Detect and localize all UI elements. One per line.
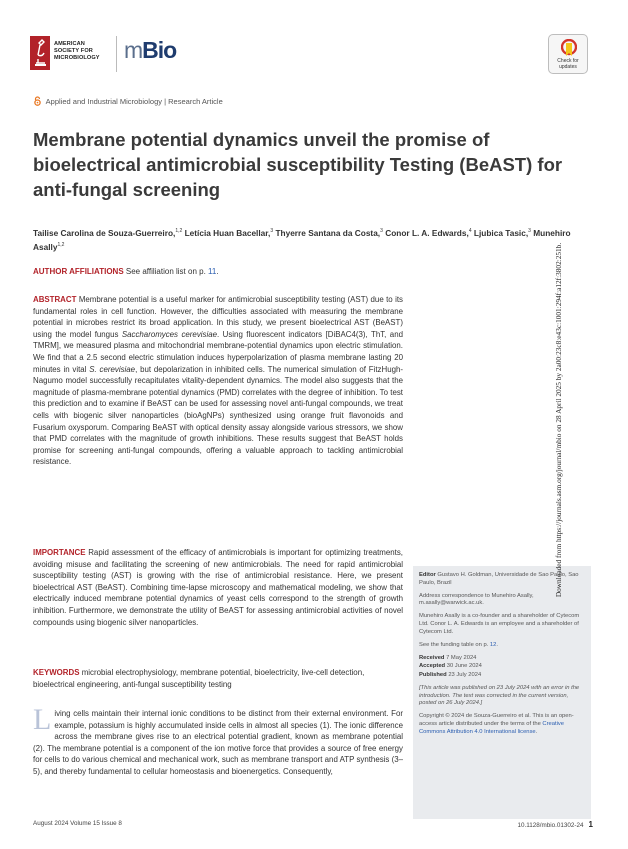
- publisher-line: SOCIETY FOR: [54, 48, 93, 55]
- received-value: 7 May 2024: [446, 654, 477, 661]
- importance: [33, 547, 403, 628]
- check-updates-line: updates: [559, 64, 577, 70]
- affiliations-page-link[interactable]: 11: [208, 267, 217, 276]
- published-value: 23 July 2024: [448, 671, 482, 678]
- publisher-line: AMERICAN: [54, 41, 85, 47]
- published-label: Published: [419, 671, 447, 678]
- author-name: Ljubica Tasic,: [471, 227, 529, 238]
- copyright-end: .: [535, 728, 538, 735]
- correspondence: Address correspondence to Munehiro Asally, m.asally@warwick.ac.uk.: [419, 592, 534, 607]
- author-name: Munehiro Asally: [33, 227, 571, 253]
- keywords-label: KEYWORDS: [33, 668, 80, 677]
- check-for-updates-label: [549, 58, 587, 70]
- article-category[interactable]: Applied and Industrial Microbiology: [45, 97, 162, 106]
- funding-page-link[interactable]: 12: [489, 641, 497, 648]
- accepted-value: 30 June 2024: [446, 663, 482, 670]
- abstract: [33, 294, 403, 468]
- author[interactable]: [182, 228, 273, 238]
- editor-label: Editor: [419, 572, 436, 578]
- author[interactable]: [472, 228, 531, 238]
- conflict-of-interest: Munehiro Asally is a co-founder and a shareholder of Cytecom Ltd. Conor L. A. Edwards is an employee and a shareholder of Cytecom Ltd.: [419, 613, 580, 635]
- author-name: Thyerre Santana da Costa,: [273, 227, 381, 238]
- article-title: Membrane potential dynamics unveil the promise of bioelectrical antimicrobial susceptibility Testing (BeAST) for anti-fungal screening: [33, 129, 563, 200]
- author[interactable]: [33, 228, 182, 238]
- category-separator: |: [164, 97, 167, 106]
- affiliations-end: .: [216, 267, 219, 276]
- license-link[interactable]: Creative Commons Attribution 4.0 International license: [419, 720, 564, 735]
- footer-issue: August 2024 Volume 15 Issue 8: [33, 820, 122, 827]
- article-category-line: [33, 96, 223, 106]
- article-type: Research Article: [168, 97, 223, 106]
- download-watermark: Downloaded from https://journals.asm.org/journal/mbio on 28 April 2025 by 2a00:23c8:e43c:1001:294f:a12f:3802:251b.: [554, 242, 563, 598]
- abstract-text: , but depolarization in inhibited cells. The numerical simulation of FitzHugh-Nagumo model successfully recapitulates vitality-dependent dynamics. The model also suggests that the magnitude of plasma-membrane potential dynamics (PMD) correlates with the degree of inhibition. To test this prediction and to examine if BeAST can be used for assessing novel anti-fungal compounds, we treat cells with biogenic silver nanoparticles (bioAgNPs) synthesized using orange fruit flavonoids and Fusarium oxysporum. Comparing BeAST with optical density assay alongside various stressors, we show that PMD correlates with the magnitude of growth inhibitions. These results suggest that BeAST holds promise for screening anti-fungal compounds, offering a valuable approach to tackling antimicrobial resistance.: [33, 364, 403, 467]
- author-affil-sup: 3: [380, 228, 383, 234]
- journal-logo: [124, 37, 176, 64]
- introduction-text: [33, 703, 403, 778]
- copyright: [419, 713, 585, 736]
- author-affil-sup: 3: [528, 228, 531, 234]
- author-affil-sup: 3: [270, 228, 274, 234]
- check-for-updates-button[interactable]: [548, 34, 588, 74]
- abstract-text: . Using fluorescent indicators [DiBAC4(3), ThT, and TMRM], we measured plasma and mitochondrial membrane-potential dynamics upon electric stimulation. We find that a 2.5 second electric stimulation induces hyperpolarization of plasma membrane lasting 20 minutes in vital: [33, 329, 403, 374]
- accepted-label: Accepted: [419, 663, 446, 670]
- author-affiliations: [33, 267, 219, 276]
- author[interactable]: [383, 228, 472, 238]
- abstract-text: Membrane potential is a useful marker for antimicrobial susceptibility testing (AST) due to its fundamental roles in cell function. However, the difficulties associated with measuring the membrane potential in microbes restrict its broad application. In this study, we present bioelectrical AST (BeAST) using the model fungus: [33, 295, 403, 339]
- asm-logo: [30, 36, 110, 72]
- page-number: 1: [588, 820, 593, 829]
- funding-text: See the funding table on p.: [419, 641, 489, 648]
- journal-logo-m: m: [124, 37, 143, 63]
- funding-end: .: [496, 641, 498, 648]
- published-date: [419, 672, 585, 680]
- author-affil-sup: 4: [468, 228, 472, 234]
- author[interactable]: [273, 228, 383, 238]
- affiliations-label: AUTHOR AFFILIATIONS: [33, 267, 124, 276]
- publisher-line: MICROBIOLOGY: [54, 55, 100, 62]
- importance-label: IMPORTANCE: [33, 548, 86, 557]
- author-name: Conor L. A. Edwards,: [382, 227, 469, 238]
- keywords: [33, 667, 403, 690]
- open-access-icon: [33, 96, 42, 106]
- copyright-text: Copyright © 2024 de Souza-Guerreiro et al. This is an open-access article distributed under the terms of the: [419, 713, 574, 727]
- abstract-label: ABSTRACT: [33, 295, 77, 304]
- check-updates-line: Check for: [557, 58, 579, 64]
- publisher-name: [54, 41, 100, 63]
- footer-right: [517, 820, 593, 829]
- author-affil-sup: 1,2: [175, 228, 183, 234]
- check-for-updates-icon: [561, 39, 577, 57]
- body-paragraph: iving cells maintain their internal ionic conditions to be distinct from their external environment. For example, potassium is highly accumulated inside cells in almost all species (1). The ionic difference across the membrane gives rise to an electrical potential gradient, known as membrane potential (2). The membrane potential is a component of the ion motive force that provides a source of free energy for cells to do various chemical and mechanical work, such as membrane transport and ATP synthesis (3–5), and thereby fundamental to cellular homeostasis and bioenergetics. Consequently,: [33, 709, 403, 776]
- header-divider: [116, 36, 117, 72]
- author-name: Letícia Huan Bacellar,: [182, 227, 271, 238]
- journal-logo-rest: Bio: [142, 37, 177, 63]
- received-label: Received: [419, 654, 445, 661]
- keywords-text: microbial electrophysiology, membrane potential, bioelectricity, live-cell detection, bioelectrical engineering, anti-fungal susceptibility testing: [33, 668, 365, 689]
- correction-note: [This article was published on 23 July 2024 with an error in the introduction. The text was corrected in the current version, posted on 26 July 2024.]: [419, 685, 580, 707]
- author-list: [33, 225, 593, 254]
- asm-microscope-icon: [30, 36, 50, 70]
- author-affil-sup: 1,2: [57, 242, 65, 249]
- author-name: Tailise Carolina de Souza-Guerreiro,: [33, 227, 176, 238]
- importance-text: Rapid assessment of the efficacy of antimicrobials is important for optimizing treatments, avoiding misuse and facilitating the screening of new antimicrobials. The need for rapid antimicrobial susceptibility testing (AST) is growing with the rise of antimicrobial resistance. Here, we present bioelectrical AST (BeAST). Combining time-lapse microscopy and mathematical modeling, we show that electrically induced membrane potential dynamics of yeast cells correspond to the strength of growth inhibition. Furthermore, we demonstrate the utility of BeAST for assessing antimicrobial activities of novel compounds using biogenic silver nanoparticles.: [33, 548, 403, 627]
- drop-cap: L: [33, 703, 52, 736]
- abstract-species: Saccharomyces cerevisiae: [121, 329, 217, 339]
- editor-text: Gustavo H. Goldman, Universidade de Sao Paulo, Sao Paulo, Brazil: [419, 572, 579, 586]
- abstract-species: S. cerevisiae: [89, 364, 136, 374]
- affiliations-text: See affiliation list on p.: [125, 267, 206, 276]
- footer-doi[interactable]: 10.1128/mbio.01302-24: [517, 822, 584, 829]
